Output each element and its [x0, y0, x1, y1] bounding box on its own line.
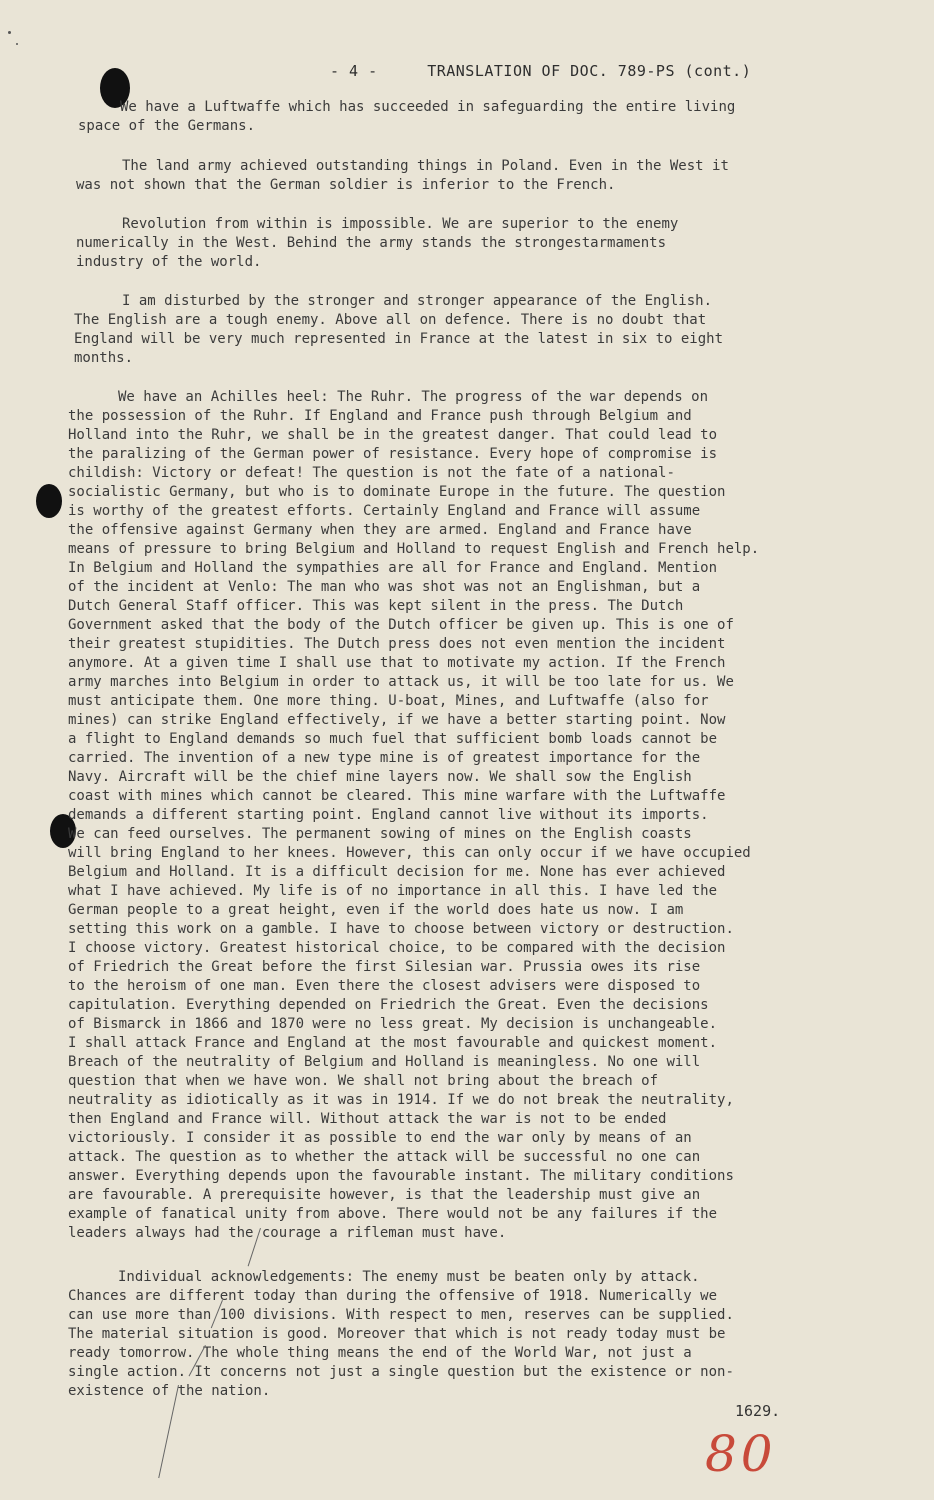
- text-line: Dutch General Staff officer. This was kept silent in the press. The Dutch: [68, 598, 684, 614]
- punch-hole: [36, 484, 62, 518]
- text-line: to the heroism of one man. Even there the closest advisers were disposed to: [68, 978, 701, 994]
- handwritten-page-number: 80: [705, 1425, 777, 1483]
- text-line: example of fanatical unity from above. There would not be any failures if the: [68, 1206, 718, 1222]
- text-line: The material situation is good. Moreover that which is not ready today must be: [68, 1326, 726, 1342]
- document-title: TRANSLATION OF DOC. 789-PS (cont.): [427, 62, 752, 80]
- text-line: of Bismarck in 1866 and 1870 were no less great. My decision is unchangeable.: [68, 1016, 718, 1032]
- text-line: We have an Achilles heel: The Ruhr. The progress of the war depends on: [118, 389, 709, 405]
- text-line: leaders always had the courage a rifleman must have.: [68, 1225, 507, 1241]
- text-line: a flight to England demands so much fuel that sufficient bomb loads cannot be: [68, 731, 718, 747]
- text-line: their greatest stupidities. The Dutch press does not even mention the incident: [68, 636, 726, 652]
- paragraph: [68, 388, 860, 1243]
- text-line: We can feed ourselves. The permanent sowing of mines on the English coasts: [68, 826, 692, 842]
- text-line: I choose victory. Greatest historical choice, to be compared with the decision: [68, 940, 726, 956]
- text-line: can use more than 100 divisions. With respect to men, reserves can be supplied.: [68, 1307, 734, 1323]
- text-line: anymore. At a given time I shall use that to motivate my action. If the French: [68, 655, 726, 671]
- text-line: The English are a tough enemy. Above all on defence. There is no doubt that: [74, 312, 707, 328]
- text-line: coast with mines which cannot be cleared. This mine warfare with the Luftwaffe: [68, 788, 726, 804]
- text-line: The land army achieved outstanding things in Poland. Even in the West it: [122, 158, 729, 174]
- text-line: existence of the nation.: [68, 1383, 271, 1399]
- text-line: ready tomorrow. The whole thing means the end of the World War, not just a: [68, 1345, 692, 1361]
- paragraph: [76, 215, 776, 272]
- text-line: Chances are different today than during the offensive of 1918. Numerically we: [68, 1288, 718, 1304]
- text-line: Holland into the Ruhr, we shall be in the greatest danger. That could lead to: [68, 427, 718, 443]
- text-line: neutrality as idiotically as it was in 1914. If we do not break the neutrality,: [68, 1092, 734, 1108]
- text-line: means of pressure to bring Belgium and Holland to request English and French help.: [68, 541, 760, 557]
- text-line: the paralizing of the German power of resistance. Every hope of compromise is: [68, 446, 718, 462]
- text-line: In Belgium and Holland the sympathies are all for France and England. Mention: [68, 560, 718, 576]
- text-line: victoriously. I consider it as possible to end the war only by means of an: [68, 1130, 692, 1146]
- text-line: I shall attack France and England at the most favourable and quickest moment.: [68, 1035, 718, 1051]
- text-line: socialistic Germany, but who is to dominate Europe in the future. The question: [68, 484, 726, 500]
- text-line: space of the Germans.: [78, 118, 256, 134]
- text-line: must anticipate them. One more thing. U-boat, Mines, and Luftwaffe (also for: [68, 693, 709, 709]
- text-line: childish: Victory or defeat! The question is not the fate of a national-: [68, 465, 675, 481]
- paragraph: [74, 292, 830, 368]
- paragraph: [68, 1268, 830, 1401]
- text-line: We have a Luftwaffe which has succeeded in safeguarding the entire living: [120, 99, 736, 115]
- text-line: of the incident at Venlo: The man who was shot was not an Englishman, but a: [68, 579, 701, 595]
- text-line: carried. The invention of a new type mine is of greatest importance for the: [68, 750, 701, 766]
- page-header: [330, 62, 751, 80]
- typed-page-number: 1629.: [735, 1402, 781, 1420]
- text-line: attack. The question as to whether the attack will be successful no one can: [68, 1149, 701, 1165]
- text-line: Belgium and Holland. It is a difficult decision for me. None has ever achieved: [68, 864, 726, 880]
- text-line: Revolution from within is impossible. We are superior to the enemy: [122, 216, 679, 232]
- text-line: setting this work on a gamble. I have to choose between victory or destruction.: [68, 921, 734, 937]
- text-line: Government asked that the body of the Dutch officer be given up. This is one of: [68, 617, 734, 633]
- paper-speck: [16, 43, 18, 45]
- text-line: German people to a great height, even if the world does hate us now. I am: [68, 902, 684, 918]
- text-line: then England and France will. Without attack the war is not to be ended: [68, 1111, 667, 1127]
- text-line: the possession of the Ruhr. If England and France push through Belgium and: [68, 408, 692, 424]
- text-line: was not shown that the German soldier is inferior to the French.: [76, 177, 616, 193]
- text-line: England will be very much represented in France at the latest in six to eight: [74, 331, 724, 347]
- text-line: question that when we have won. We shall not bring about the breach of: [68, 1073, 659, 1089]
- text-line: army marches into Belgium in order to attack us, it will be too late for us. We: [68, 674, 734, 690]
- text-line: what I have achieved. My life is of no importance in all this. I have led the: [68, 883, 718, 899]
- text-line: is worthy of the greatest efforts. Certainly England and France will assume: [68, 503, 701, 519]
- text-line: months.: [74, 350, 134, 366]
- text-line: industry of the world.: [76, 254, 262, 270]
- text-line: answer. Everything depends upon the favourable instant. The military conditions: [68, 1168, 734, 1184]
- text-line: are favourable. A prerequisite however, is that the leadership must give an: [68, 1187, 701, 1203]
- text-line: will bring England to her knees. However, this can only occur if we have occupied: [68, 845, 751, 861]
- paper-speck: [8, 31, 11, 34]
- page-number: - 4 -: [330, 62, 378, 80]
- paragraph: [78, 98, 832, 136]
- text-line: I am disturbed by the stronger and stronger appearance of the English.: [122, 293, 713, 309]
- paragraph: [76, 157, 832, 195]
- text-line: mines) can strike England effectively, if we have a better starting point. Now: [68, 712, 726, 728]
- text-line: Breach of the neutrality of Belgium and Holland is meaningless. No one will: [68, 1054, 701, 1070]
- text-line: numerically in the West. Behind the army stands the strongestarmaments: [76, 235, 667, 251]
- text-line: capitulation. Everything depended on Friedrich the Great. Even the decisions: [68, 997, 709, 1013]
- text-line: Navy. Aircraft will be the chief mine layers now. We shall sow the English: [68, 769, 692, 785]
- text-line: the offensive against Germany when they are armed. England and France have: [68, 522, 692, 538]
- text-line: Individual acknowledgements: The enemy must be beaten only by attack.: [118, 1269, 700, 1285]
- text-line: demands a different starting point. England cannot live without its imports.: [68, 807, 709, 823]
- text-line: of Friedrich the Great before the first Silesian war. Prussia owes its rise: [68, 959, 701, 975]
- text-line: single action. It concerns not just a single question but the existence or non-: [68, 1364, 734, 1380]
